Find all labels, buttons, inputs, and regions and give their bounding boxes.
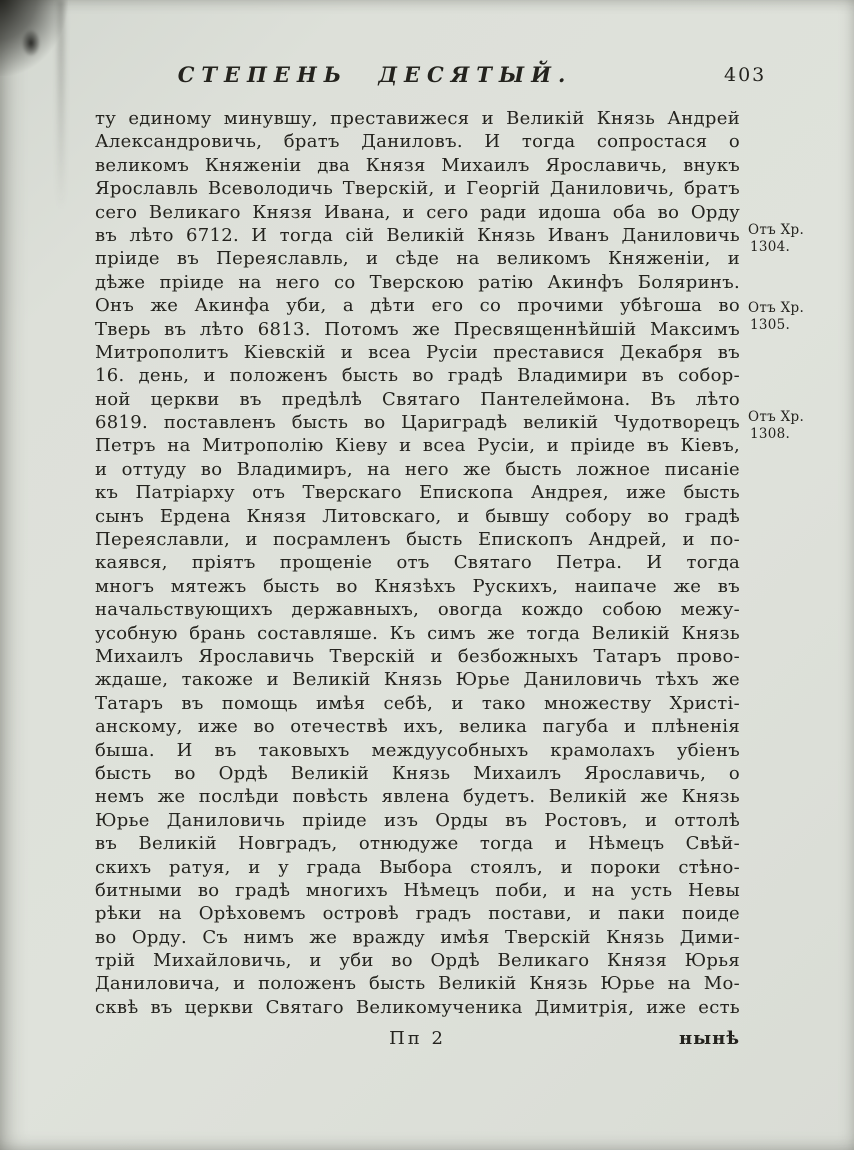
margin-note-era: Отъ Хр.	[748, 409, 805, 425]
text-line: ждаше, такоже и Великій Князь Юрье Даниловичь тѣхъ же	[95, 669, 740, 691]
signature-mark: Пп 2	[389, 1028, 446, 1049]
text-line: къ Патріарху отъ Тверскаго Епископа Андрея, иже бысть	[95, 482, 740, 504]
text-line: пріиде въ Переяславль, и сѣде на великомъ Княженіи, и	[95, 248, 740, 270]
margin-note-era: Отъ Хр.	[748, 300, 805, 316]
text-line: Даниловича, и положенъ бысть Великій Князь Юрье на Мо-	[95, 973, 740, 995]
text-line: Татаръ въ помощь имѣя себѣ, и тако множеству Христі-	[95, 692, 740, 714]
margin-note-year: 1308.	[750, 426, 791, 442]
text-line: сквѣ въ церкви Святаго Великомученика Димитрія, иже есть	[95, 996, 740, 1018]
margin-note	[748, 409, 844, 443]
scan-smudge-blob	[22, 30, 40, 56]
body-text-block	[95, 107, 740, 1019]
text-line: Переяславли, и посрамленъ бысть Епископъ Андрей, и по-	[95, 529, 740, 551]
text-line: анскому, иже во отечествѣ ихъ, велика пагуба и плѣненія	[95, 716, 740, 738]
margin-note-era: Отъ Хр.	[748, 222, 805, 238]
margin-note	[748, 300, 844, 334]
page-footer	[95, 1028, 740, 1054]
text-line: Михаилъ Ярославичь Тверскій и безбожныхъ Татаръ прово-	[95, 645, 740, 667]
text-line: рѣки на Орѣховемъ островѣ градъ постави, и паки поиде	[95, 903, 740, 925]
text-line: сынъ Ердена Князя Литовскаго, и бывшу собору во градѣ	[95, 505, 740, 527]
text-line: Тверь въ лѣто 6813. Потомъ же Пресвященнѣйшій Максимъ	[95, 318, 740, 340]
scan-edge-streak	[58, 0, 64, 210]
text-line: сего Великаго Князя Ивана, и сего ради идоша оба во Орду	[95, 201, 740, 223]
text-line: въ Великій Новградъ, отнюдуже тогда и Нѣмецъ Свѣй-	[95, 833, 740, 855]
text-line: дѣже пріиде на него со Тверскою ратію Акинфъ Боляринъ.	[95, 271, 740, 293]
margin-note-year: 1304.	[750, 239, 791, 255]
text-line: Петръ на Митрополію Кіеву и всеа Русіи, и пріиде въ Кіевъ,	[95, 435, 740, 457]
text-line: во Орду. Съ нимъ же вражду имѣя Тверскій Князь Дими-	[95, 926, 740, 948]
text-line: битными во градѣ многихъ Нѣмецъ поби, и на усть Невы	[95, 879, 740, 901]
text-line: въ лѣто 6712. И тогда сій Великій Князь Иванъ Даниловичь	[95, 224, 740, 246]
scan-smudge-corner	[0, 0, 68, 76]
text-line: бысть во Ордѣ Великій Князь Михаилъ Ярославичь, о	[95, 762, 740, 784]
text-line: усобную брань составляше. Къ симъ же тогда Великій Князь	[95, 622, 740, 644]
text-line: скихъ ратуя, и у града Выбора стоялъ, и пороки стѣно-	[95, 856, 740, 878]
chapter-title: СТЕПЕНЬ ДЕСЯТЫЙ.	[177, 62, 573, 87]
text-line: немъ же послѣди повѣсть явлена будетъ. Великій же Князь	[95, 786, 740, 808]
margin-note-year: 1305.	[750, 317, 791, 333]
text-line: Ярославль Всеволодичь Тверскій, и Георгій Даниловичь, братъ	[95, 178, 740, 200]
text-line: начальствующихъ державныхъ, овогда кождо собою межу-	[95, 599, 740, 621]
text-line: трій Михайловичь, и уби во Ордѣ Великаго Князя Юрья	[95, 950, 740, 972]
margin-note	[748, 222, 844, 256]
text-line: 6819. поставленъ бысть во Цариградѣ великій Чудотворецъ	[95, 412, 740, 434]
text-line: Митрополитъ Кіевскій и всеа Русіи преставися Декабря въ	[95, 341, 740, 363]
text-line: 16. день, и положенъ бысть во градѣ Владимири въ собор-	[95, 365, 740, 387]
text-line: Юрье Даниловичь пріиде изъ Орды въ Ростовъ, и оттолѣ	[95, 809, 740, 831]
text-line: и оттуду во Владимиръ, на него же бысть ложное писаніе	[95, 458, 740, 480]
text-line: многъ мятежъ бысть во Князѣхъ Рускихъ, наипаче же въ	[95, 575, 740, 597]
text-line: Онъ же Акинфа уби, а дѣти его со прочими убѣгоша во	[95, 295, 740, 317]
text-line: Александровичь, братъ Даниловъ. И тогда сопростася о	[95, 131, 740, 153]
text-line: ту единому минувшу, преставижеся и Великій Князь Андрей	[95, 108, 740, 129]
text-line: ной церкви въ предѣлѣ Святаго Пантелеймона. Въ лѣто	[95, 388, 740, 410]
text-line: каявся, пріятъ прощеніе отъ Святаго Петра. И тогда	[95, 552, 740, 574]
text-line: великомъ Княженіи два Князя Михаилъ Ярославичь, внукъ	[95, 154, 740, 176]
text-line: быша. И въ таковыхъ междуусобныхъ крамолахъ убіенъ	[95, 739, 740, 761]
page-number: 403	[724, 64, 767, 86]
catchword: нынѣ	[678, 1028, 740, 1049]
